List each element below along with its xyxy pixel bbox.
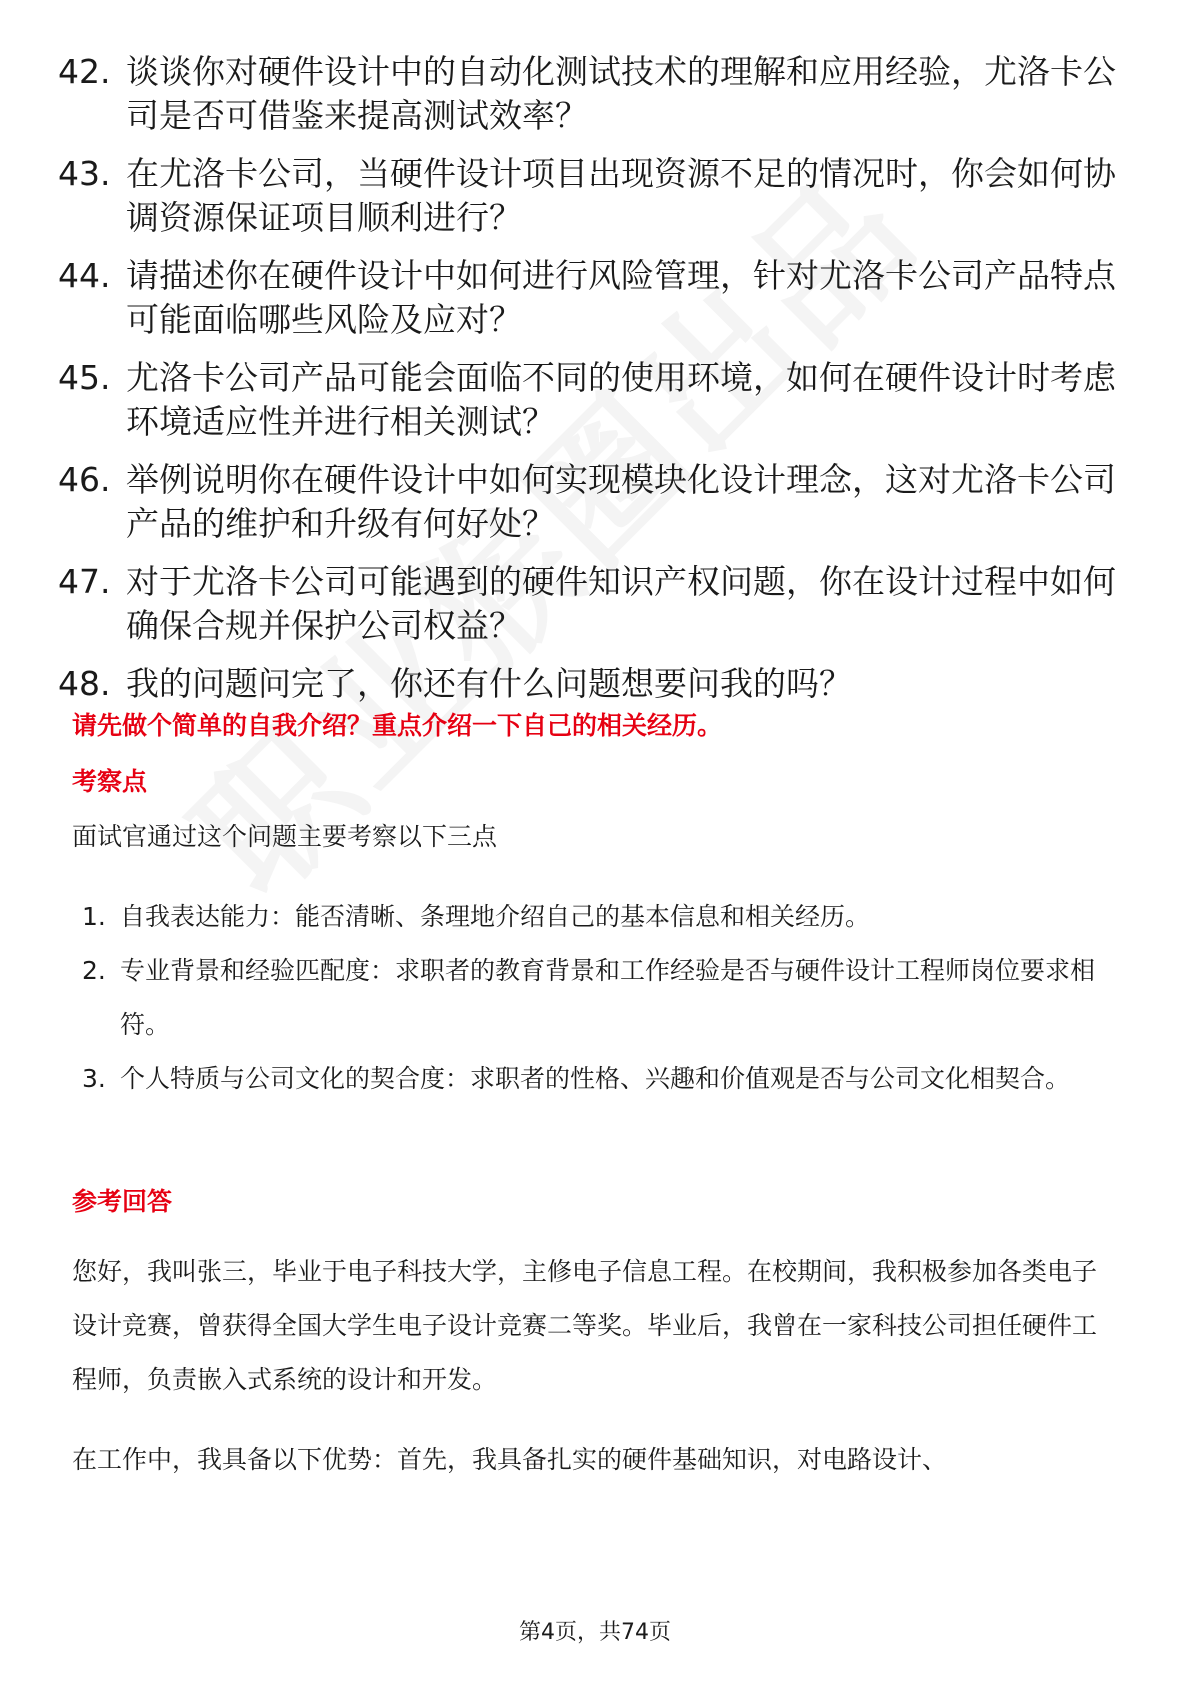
focus-point: [82, 1052, 1122, 1106]
answer-paragraph: 在工作中，我具备以下优势：首先，我具备扎实的硬件基础知识，对电路设计、: [72, 1445, 948, 1474]
question-number: 43.: [58, 154, 111, 193]
question-text: 尤洛卡公司产品可能会面临不同的使用环境，如何在硬件设计时考虑环境适应性并进行相关测试？: [126, 358, 1116, 441]
focus-point: [82, 890, 1122, 944]
question-text: 谈谈你对硬件设计中的自动化测试技术的理解和应用经验，尤洛卡公司是否可借鉴来提高测试效率？: [126, 52, 1116, 135]
question-item: [58, 560, 1118, 648]
focus-point-number: 3.: [82, 1064, 106, 1093]
page-number: 第4页，共74页: [519, 1620, 671, 1645]
focus-point-list: [82, 890, 1122, 1106]
question-text: 在尤洛卡公司，当硬件设计项目出现资源不足的情况时，你会如何协调资源保证项目顺利进行？: [126, 154, 1116, 237]
question-heading: 请先做个简单的自我介绍？重点介绍一下自己的相关经历。: [72, 711, 723, 740]
question-number: 44.: [58, 256, 111, 295]
question-item: [58, 50, 1118, 138]
question-item: [58, 254, 1118, 342]
focus-intro: 面试官通过这个问题主要考察以下三点: [72, 822, 498, 851]
focus-point-text: 专业背景和经验匹配度：求职者的教育背景和工作经验是否与硬件设计工程师岗位要求相符。: [120, 956, 1096, 1039]
question-number: 46.: [58, 460, 111, 499]
question-text: 对于尤洛卡公司可能遇到的硬件知识产权问题，你在设计过程中如何确保合规并保护公司权益？: [126, 562, 1116, 645]
focus-point-text: 个人特质与公司文化的契合度：求职者的性格、兴趣和价值观是否与公司文化相契合。: [120, 1064, 1071, 1093]
question-item: [58, 662, 1118, 706]
question-text: 举例说明你在硬件设计中如何实现模块化设计理念，这对尤洛卡公司产品的维护和升级有何好处？: [126, 460, 1116, 543]
focus-point-text: 自我表达能力：能否清晰、条理地介绍自己的基本信息和相关经历。: [120, 902, 871, 931]
question-item: [58, 356, 1118, 444]
focus-point-number: 1.: [82, 902, 106, 931]
question-number: 48.: [58, 664, 111, 703]
question-number: 45.: [58, 358, 111, 397]
question-text: 请描述你在硬件设计中如何进行风险管理，针对尤洛卡公司产品特点可能面临哪些风险及应对？: [126, 256, 1116, 339]
question-item: [58, 458, 1118, 546]
question-number: 42.: [58, 52, 111, 91]
question-text: 我的问题问完了，你还有什么问题想要问我的吗？: [126, 664, 852, 703]
question-list: [58, 50, 1118, 720]
focus-point: [82, 944, 1122, 1052]
answer-paragraph: 您好，我叫张三，毕业于电子科技大学，主修电子信息工程。在校期间，我积极参加各类电子设计竞赛，曾获得全国大学生电子设计竞赛二等奖。毕业后，我曾在一家科技公司担任硬件工程师，负责嵌入式系统的设计和开发。: [72, 1257, 1098, 1394]
answer-heading: 参考回答: [72, 1187, 173, 1216]
focus-heading: 考察点: [72, 767, 148, 796]
question-number: 47.: [58, 562, 111, 601]
focus-point-number: 2.: [82, 956, 106, 985]
question-item: [58, 152, 1118, 240]
